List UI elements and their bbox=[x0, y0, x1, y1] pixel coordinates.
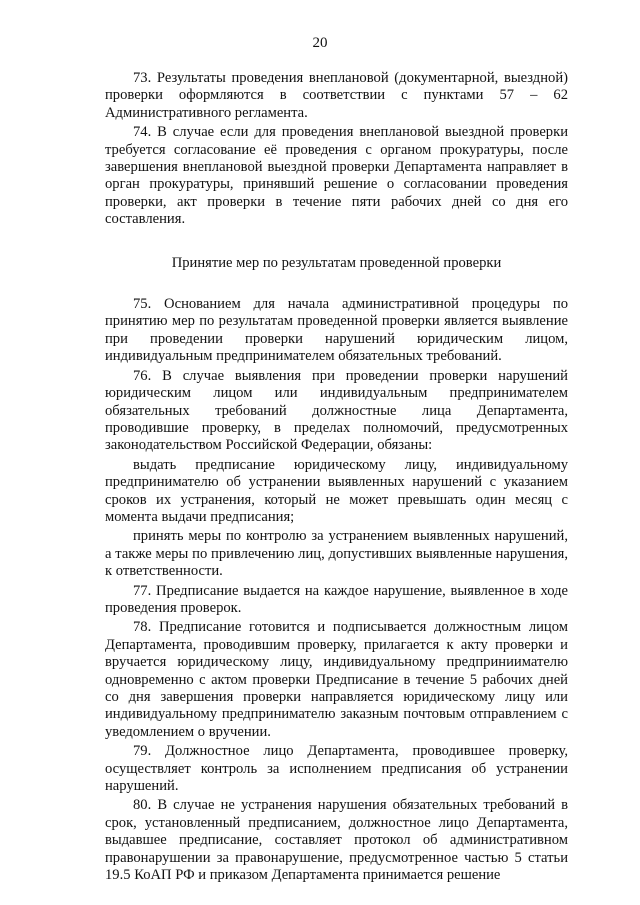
paragraph-77: 77. Предписание выдается на каждое нарушение, выявленное в ходе проведения проверок. bbox=[105, 582, 568, 616]
paragraph-76-item-2: принять меры по контролю за устранением выявленных нарушений, а также меры по привлечению лиц, допустивших выявленные нарушения, к ответственности. bbox=[105, 528, 568, 580]
section-heading: Принятие мер по результатам проведенной проверки bbox=[171, 254, 502, 271]
paragraph-73: 73. Результаты проведения внеплановой (документарной, выездной) проверки оформляются в соответствии с пунктами 57 – 62 Административного регламента. bbox=[105, 70, 568, 121]
paragraph-79: 79. Должностное лицо Департамента, проводившее проверку, осуществляет контроль за исполнением предписания об устранении нарушений. bbox=[105, 743, 568, 795]
paragraph-78: 78. Предписание готовится и подписывается должностным лицом Департамента, проводившим проверку, прилагается к акту проверки и вручается юридическому лицу, индивидуальному предприниимателю одновременно с актом проверки Предписание в течение 5 рабочих дней со дня завершения проверки направляется юридическому лицу или индивидуальному предпринимателю заказным почтовым отправлением с уведомлением о вручении. bbox=[105, 619, 568, 740]
page-number: 20 bbox=[312, 35, 328, 51]
paragraph-75: 75. Основанием для начала административной процедуры по принятию мер по результатам проведенной проверки является выявление при проведении проверки нарушений юридическим лицом, индивидуальным предпринимателем обязательных требований. bbox=[105, 296, 568, 365]
paragraph-76-item-1: выдать предписание юридическому лицу, индивидуальному предпринимателю об устранении выявленных нарушений с указанием сроков их устранения, который не может превышать один месяц с момента выдачи предписания; bbox=[105, 456, 568, 525]
paragraph-74: 74. В случае если для проведения внеплановой выездной проверки требуется согласование её проведения с органом прокуратуры, после завершения внеплановой выездной проверки Департамента направляет в орган прокуратуры, принявший решение о согласовании проведения проверки, акт проверки в течение пяти рабочих дней со дня его составления. bbox=[105, 124, 568, 228]
paragraph-76: 76. В случае выявления при проведении проверки нарушений юридическим лицом или индивидуальным предпринимателем обязательных требований должностные лица Департамента, проводившие проверку, в пределах полномочий, предусмотренных законодательством Российской Федерации, обязаны: bbox=[105, 367, 568, 454]
paragraph-80: 80. В случае не устранения нарушения обязательных требований в срок, установленный предписанием, должностное лицо Департамента, выдавшее предписание, составляет протокол об административном правонарушении за правонарушение, предусмотренное частью 5 статьи 19.5 КоАП РФ и приказом Департамента принимается решение bbox=[105, 797, 568, 884]
document-body bbox=[105, 70, 568, 886]
